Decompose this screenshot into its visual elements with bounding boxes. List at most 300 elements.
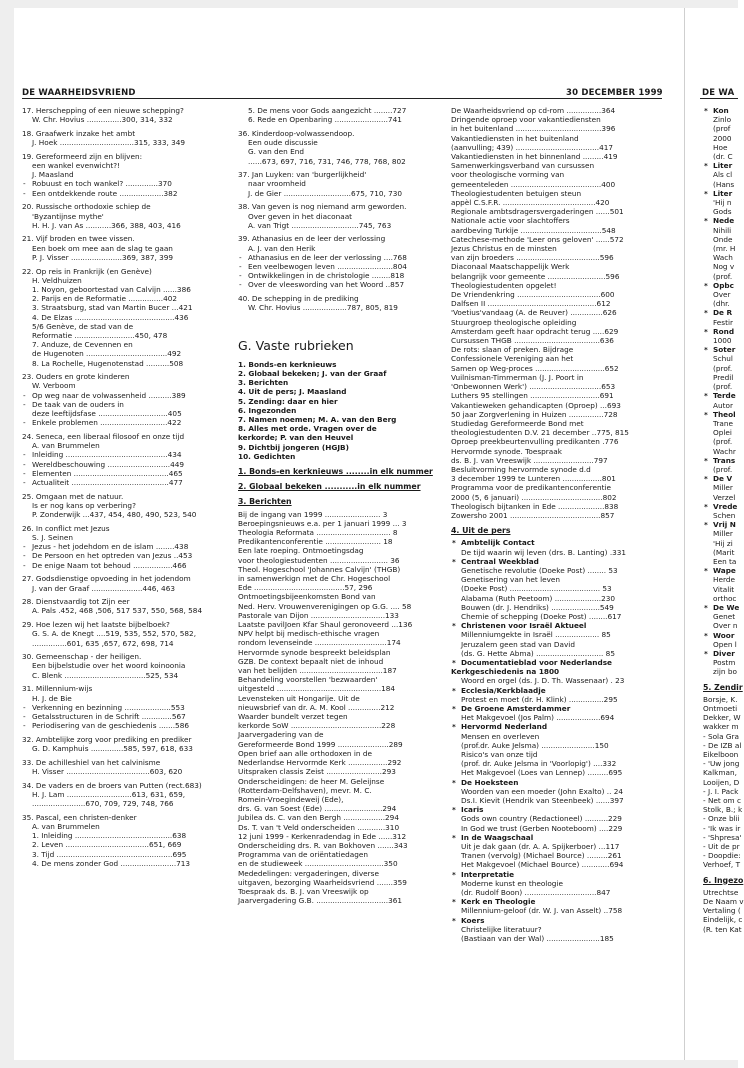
- index-line: Moderne kunst en theologie: [461, 878, 563, 888]
- index-line: Gods: [713, 207, 732, 217]
- index-line: J. Maasland: [32, 170, 74, 180]
- index-line: * Liter: [703, 189, 738, 198]
- index-line: (R. ten Kat: [703, 924, 742, 934]
- index-line: 12 juni 1999 - Kerkenradendag in Ede ......312: [238, 831, 407, 841]
- index-line: A. J. van den Herik: [248, 243, 316, 253]
- index-line: Oproep preekbeurtenvulling predikanten .776: [451, 437, 619, 447]
- index-line: Toespraak ds. B. J. van Vreeswijk op: [238, 886, 369, 896]
- index-line: Genetisering van het leven: [461, 575, 561, 585]
- index-line: * Kon: [703, 106, 738, 115]
- index-line: 1. Bonds-en kerknieuws ........in elk nummer: [238, 467, 433, 476]
- index-line: - Periodisering van de geschiedenis .......586: [22, 721, 227, 730]
- index-line: * Soter: [703, 345, 738, 354]
- index-line: - Op weg naar de volwassenheid ..........389: [22, 391, 227, 400]
- subsection-heading: [238, 497, 440, 506]
- index-line: aardbeving Turkije ...................................548: [451, 225, 616, 235]
- index-line: 25. Omgaan met de natuur.: [22, 491, 124, 501]
- index-line: Onde: [713, 234, 733, 244]
- index-line: rondom levenseinde ...............................174: [238, 638, 401, 648]
- index-line: 2. Leven ....................................651, 669: [32, 840, 182, 850]
- index-line: * De R: [703, 308, 738, 317]
- index-line: drs. G. van Soest (Ede) .........................294: [238, 804, 397, 814]
- index-line: - Een veelbewogen leven ........................804: [238, 262, 440, 271]
- index-line: Dringende oproep voor vakantiediensten: [451, 115, 601, 125]
- index-line: Schen: [713, 510, 736, 520]
- index-line: Een oude discussie: [248, 138, 318, 148]
- index-line: 6. Rede en Openbaring .......................741: [248, 115, 402, 125]
- index-line: (Rotterdam-Delfshaven), mevr. M. C.: [238, 785, 372, 795]
- index-line: * Documentatieblad voor Nederlandse: [451, 658, 656, 667]
- index-line: Confessionele Vereniging aan het: [451, 354, 574, 364]
- index-line: Jaarvergadering van de: [238, 730, 324, 740]
- index-line: Samenwerkingsverband van cursussen: [451, 161, 595, 171]
- index-line: Mededelingen: vergaderingen, diverse: [238, 868, 379, 878]
- index-line: - Getalsstructuren in de Schrift .............567: [22, 712, 227, 721]
- index-line: ds. B. J. van Vreeswijk ..........................797: [451, 455, 608, 465]
- index-line: Waarder bundelt verzet tegen: [238, 712, 348, 722]
- column-4-partial: [703, 106, 744, 938]
- index-line: Genetische revolutie (Doeke Post) ........ 53: [461, 565, 618, 575]
- index-line: - Onze blii: [703, 814, 740, 824]
- index-line: Het Makgevoel (Loes van Lennep) .........695: [461, 768, 623, 778]
- index-entry: [22, 106, 227, 124]
- index-line: Eikelboon: [703, 750, 739, 760]
- index-line: Besluitvorming hervormde synode d.d: [451, 464, 591, 474]
- index-line: Uit je dak gaan (dr. A. A. Spijkerboer) ...117: [461, 842, 620, 852]
- index-line: J. de Gier .............................675, 710, 730: [248, 188, 403, 198]
- index-line: * Koers: [451, 916, 656, 925]
- index-line: * Woor: [703, 631, 738, 640]
- index-line: * Wape: [703, 566, 738, 575]
- index-line: Utrechtse: [703, 887, 739, 897]
- index-line: - Sola Gra: [703, 731, 739, 741]
- index-line: deze leeftijdsfase ..............................405: [32, 409, 182, 419]
- index-line: 9. Dichtbij jongeren (HGJB): [238, 442, 349, 452]
- index-line: 6. Ingezonden: [238, 405, 297, 415]
- index-line: Het Makgevoel (Jos Palm) ...................694: [461, 713, 615, 723]
- index-line: Jeruzalem geen stad van David: [461, 639, 575, 649]
- index-line: Een ta: [713, 556, 737, 566]
- index-line: Mensen en overleven: [461, 731, 540, 741]
- index-entry: [238, 106, 440, 124]
- index-line: * Opbc: [703, 281, 738, 290]
- index-line: - 'Shpresa': [703, 832, 742, 842]
- index-line: in het buitenland .....................................396: [451, 124, 616, 134]
- index-line: Een bijbelstudie over het woord koinoonia: [32, 661, 186, 671]
- index-line: G. D. Kamphuis ..............585, 597, 618, 633: [32, 744, 193, 754]
- index-line: Cursussen THGB .....................................636: [451, 336, 614, 346]
- index-line: - Doopdie:: [703, 851, 741, 861]
- index-line: Wachr: [713, 446, 736, 456]
- index-line: theologiestudenten D.V. 21 december ..775, 815: [451, 428, 629, 438]
- index-line: Ds.I. Kievit (Hendrik van Steenbeek) ......397: [461, 796, 624, 806]
- index-line: C. Blenk ...................................525, 534: [32, 670, 179, 680]
- index-line: Dekker, W: [703, 713, 741, 723]
- index-line: - Actualiteit ..........................................477: [22, 478, 227, 487]
- index-line: Miller: [713, 529, 733, 539]
- index-line: 5/6 Genève, de stad van de: [32, 321, 134, 331]
- index-line: 27. Godsdienstige opvoeding in het jodendom: [22, 574, 191, 584]
- index-line: Ontmoeti: [703, 704, 738, 713]
- index-line: Nog v: [713, 262, 735, 272]
- index-line: 18. Graafwerk inzake het ambt: [22, 128, 136, 138]
- index-line: * Interpretatie: [451, 870, 656, 879]
- index-line: kerkorde; P. van den Heuvel: [238, 433, 354, 443]
- index-line: Uitspraken classis Zeist ........................293: [238, 767, 396, 777]
- index-entry: [22, 202, 227, 230]
- index-line: 32. Ambtelijke zorg voor prediking en prediker: [22, 734, 192, 744]
- index-line: Dalfsen II ...............................................612: [451, 299, 611, 309]
- index-line: 3. Straatsburg, stad van Martin Bucer ...421: [32, 303, 193, 313]
- index-line: De Vriendenkring ....................................600: [451, 290, 615, 300]
- index-line: - Robuust en toch wankel? ..............370: [22, 179, 227, 188]
- index-entry: [22, 758, 227, 776]
- index-line: Vakantiediensten in het buitenland: [451, 133, 579, 143]
- header-rule: [22, 98, 662, 99]
- index-line: Over: [713, 290, 731, 300]
- index-line: * Centraal Weekblad: [451, 557, 656, 566]
- column-3: [451, 106, 656, 948]
- index-line: * Theol: [703, 410, 738, 419]
- index-line: * Vrij N: [703, 520, 738, 529]
- index-line: Gods own country (Redactioneel) ..........229: [461, 814, 622, 824]
- index-line: Over geven in het diaconaat: [248, 211, 353, 221]
- index-line: orthoc: [713, 593, 737, 603]
- index-line: 8. La Rochelle, Hugenotenstad ..........508: [32, 358, 184, 368]
- index-line: Jezus Christus en de minsten: [451, 244, 557, 254]
- index-line: - 'Ik was ir: [703, 823, 741, 833]
- index-line: 29. Hoe lezen wij het laatste bijbelboek?: [22, 620, 170, 630]
- index-line: zijn bo: [713, 667, 737, 677]
- index-line: Jaarvergadering G.B. ...............................361: [238, 896, 403, 906]
- index-entry: [22, 574, 227, 592]
- subsection-heading: [703, 682, 743, 692]
- index-line: H. Veldhuizen: [32, 275, 82, 285]
- index-entry: [22, 152, 227, 198]
- index-line: Wach: [713, 253, 733, 263]
- index-line: * Kerk en Theologie: [451, 897, 656, 906]
- index-line: * Terde: [703, 391, 738, 400]
- index-line: - Een ontdekkende route ...................382: [22, 189, 227, 198]
- subsection-heading: [238, 482, 440, 491]
- index-line: * Christenen voor Israël Aktueel: [451, 621, 656, 630]
- index-line: Verzel: [713, 492, 736, 502]
- index-line: 40. De schepping in de prediking: [238, 294, 359, 304]
- index-line: Hervormde synode bespreekt beleidsplan: [238, 647, 391, 657]
- index-line: Zinlo: [713, 115, 732, 125]
- index-line: W. Verboom: [32, 381, 76, 391]
- index-line: H. J. de Bie: [32, 693, 72, 703]
- index-line: 33. De achilleshiel van het calvinisme: [22, 757, 161, 767]
- index-line: Chemie of schepping (Doeke Post) ........617: [461, 611, 622, 621]
- index-line: Behandeling voorstellen 'bezwaarden': [238, 675, 378, 685]
- index-line: 35. Pascal, een christen-denker: [22, 812, 137, 822]
- index-line: de Hugenoten ...................................492: [32, 349, 182, 359]
- index-line: - De taak van de ouders in: [22, 400, 227, 409]
- index-line: Is er nog kans op verbering?: [32, 500, 136, 510]
- index-line: A. van Brummelen: [32, 441, 100, 451]
- index-line: wakker m: [703, 722, 739, 732]
- index-line: Theologiestudenten opgelet!: [451, 280, 557, 290]
- index-line: Open brief aan alle orthodoxen in de: [238, 748, 372, 758]
- index-line: * De V: [703, 474, 738, 483]
- index-line: Nederlandse Hervormde Kerk .................292: [238, 758, 402, 768]
- index-line: Over n: [713, 621, 738, 631]
- index-line: Woorden van een moeder (John Exalto) .. 24: [461, 786, 624, 796]
- index-line: De tijd waarin wij leven (drs. B. Lanting) .331: [461, 547, 627, 557]
- index-line: Kerkgeschiedenis na 1800: [451, 667, 560, 677]
- index-line: 39. Athanasius en de leer der verlossing: [238, 234, 386, 244]
- index-line: De Naam v: [703, 897, 744, 907]
- index-line: 37. Jan Luyken: van 'burgerlijkheid': [238, 170, 367, 180]
- index-line: 17. Herschepping of een nieuwe schepping?: [22, 106, 184, 115]
- index-line: H. Visser ....................................603, 620: [32, 767, 183, 776]
- index-entry: [238, 202, 440, 230]
- index-line: Programma van de oriëntatiedagen: [238, 850, 369, 860]
- index-line: Catechese-methode 'Leer ons geloven' ......572: [451, 234, 624, 244]
- index-line: - De enige Naam tot behoud .................466: [22, 561, 227, 570]
- index-line: 1. Noyon, geboortestad van Calvijn ......386: [32, 284, 191, 294]
- index-line: S. J. Seinen: [32, 533, 73, 543]
- index-line: - Verkenning en bezinning ....................553: [22, 703, 227, 712]
- index-line: Romein-Vroegindeweij (Ede),: [238, 794, 344, 804]
- index-line: (prof.: [713, 437, 733, 447]
- index-line: belangrijk voor gemeente .........................596: [451, 271, 620, 281]
- index-line: Ede .......................................57, 296: [238, 583, 373, 593]
- index-line: van zijn broeders ....................................596: [451, 253, 614, 263]
- index-line: (prof.: [713, 271, 733, 281]
- index-line: G. van den End: [248, 147, 304, 157]
- index-line: 38. Van geven is nog niemand arm geworden.: [238, 202, 407, 212]
- index-line: * Ecclesia/Kerkblaadje: [451, 686, 656, 695]
- index-line: 5. Zending: daar en hier: [238, 396, 338, 406]
- index-line: - Athanasius en de leer der verlossing ....768: [238, 253, 440, 262]
- index-line: 23. Ouders en grote kinderen: [22, 372, 130, 382]
- index-line: H. J. Lam ............................613, 631, 659,: [32, 789, 186, 799]
- index-line: Hoe: [713, 142, 728, 152]
- index-line: en de studieweek ..................................350: [238, 859, 398, 869]
- index-line: 3. Berichten: [238, 497, 292, 507]
- index-line: Theologisch bijtanken in Ede ....................838: [451, 501, 619, 511]
- index-line: - Uit de pr: [703, 842, 740, 852]
- index-line: (Bastiaan van der Wal) .......................185: [461, 934, 614, 944]
- index-line: - De IZB al: [703, 740, 742, 750]
- index-entry: [451, 106, 656, 520]
- index-line: Regionale ambtsdragersvergaderingen ......501: [451, 207, 624, 217]
- index-line: (Hans: [713, 179, 735, 189]
- index-line: Gereformeerde Bond 1999 ......................289: [238, 739, 403, 749]
- index-line: 1. Bonds-en kerknieuws: [238, 359, 337, 369]
- index-line: 2000 (5, 6 januari) ...................................802: [451, 492, 617, 502]
- index-line: 7. Anduze, de Cevennen en: [32, 340, 133, 350]
- index-line: 30. Gemeenschap - der heiligen.: [22, 652, 142, 662]
- index-line: Een boek om mee aan de slag te gaan: [32, 243, 173, 253]
- index-line: (dr. C: [713, 152, 733, 162]
- index-line: 5. Zendir: [703, 682, 743, 692]
- index-line: Een late roeping. Ontmoetingsdag: [238, 546, 364, 556]
- index-entry: [22, 234, 227, 262]
- index-line: (dr. Rudolf Boon) ...............................847: [461, 888, 611, 898]
- index-line: 'Hij n: [713, 198, 732, 208]
- index-line: Miller: [713, 483, 733, 493]
- index-line: Predikantenconferentie ........................ 18: [238, 537, 393, 547]
- index-line: Stolk, B.; k: [703, 805, 743, 815]
- index-line: Vuilnisman-Timmerman (J. J. Poort in: [451, 372, 584, 382]
- index-line: appèl C.S.F.R. ........................................420: [451, 198, 610, 208]
- index-line: 6. Ingezo: [703, 875, 744, 885]
- index-line: 3 december 1999 te Lunteren .................801: [451, 474, 616, 484]
- index-line: Christelijke literatuur?: [461, 924, 542, 934]
- index-line: voor theologische vorming van: [451, 170, 565, 180]
- index-line: A. Pals .452, 468 ,506, 517 537, 550, 568, 584: [32, 606, 203, 616]
- index-line: Genet: [713, 612, 736, 622]
- index-line: * Rond: [703, 327, 738, 336]
- index-entry: [22, 372, 227, 427]
- index-line: Laatste pavilJoen Kfar Shaul geronoveerd ...136: [238, 620, 413, 630]
- index-line: Samen op Weg-proces ..............................652: [451, 363, 619, 373]
- index-line: 4. De mens zonder God ........................713: [32, 858, 191, 868]
- index-line: .......................670, 709, 729, 748, 766: [32, 799, 174, 809]
- index-entry: [22, 652, 227, 680]
- index-entry: [22, 432, 227, 487]
- index-line: G. Vaste rubrieken: [238, 337, 354, 353]
- index-line: (prof.: [713, 382, 733, 392]
- index-line: 4. Uit de pers: [451, 526, 511, 536]
- index-entry: [451, 538, 656, 943]
- index-line: Studiedag Gereformeerde Bond met: [451, 418, 584, 428]
- index-entry: [238, 129, 440, 166]
- index-line: Ned. Herv. Vrouwenverenigingen op G.G. .... 58: [238, 601, 412, 611]
- index-line: Theologiestudenten betuigen steun: [451, 188, 582, 198]
- index-line: 'Byzantijnse mythe': [32, 211, 104, 221]
- section-heading: [238, 337, 440, 353]
- index-line: 1000: [713, 336, 732, 346]
- index-line: Stuurgroep theologische opleiding: [451, 317, 577, 327]
- index-line: - Net om c: [703, 796, 741, 806]
- column-2: [238, 106, 440, 910]
- index-line: Bouwen (dr. J. Hendriks) .....................549: [461, 602, 614, 612]
- index-line: Theol. Hogeschool 'Johannes Calvijn' (THGB): [238, 564, 401, 574]
- index-line: in samenwerkign met de Chr. Hogeschool: [238, 574, 391, 584]
- index-line: Vakantieweken gehandicapten (Oproep) ...693: [451, 400, 621, 410]
- index-line: 28. Dienstvaardig tot Zijn eer: [22, 597, 130, 607]
- index-entry: [22, 735, 227, 753]
- index-line: Bij de ingang van 1999 ........................ 3: [238, 509, 388, 519]
- index-line: - De Persoon en het optreden van Jezus ..453: [22, 551, 227, 560]
- index-line: 2. Globaal bekeken ...........in elk nummer: [238, 482, 421, 492]
- index-line: - Wereldbeschouwing ...........................449: [22, 460, 227, 469]
- index-line: * Trans: [703, 456, 738, 465]
- index-entry: [22, 813, 227, 868]
- index-line: Risico's van onze tijd: [461, 750, 538, 760]
- index-line: J. Hoek ................................315, 333, 349: [32, 138, 186, 148]
- index-line: (aanvulling; 439) ....................................417: [451, 142, 613, 152]
- index-entry: [22, 597, 227, 615]
- index-line: (Doeke Post) ....................................... 53: [461, 584, 612, 594]
- index-line: 1. Inleiding ..........................................638: [32, 831, 187, 841]
- index-line: * Icaris: [451, 805, 656, 814]
- index-line: * De We: [703, 603, 738, 612]
- index-line: 5. De mens voor Gods aangezicht ........727: [248, 106, 407, 115]
- index-line: 34. De vaders en de broers van Putten (rect.683): [22, 780, 202, 790]
- index-line: Autor: [713, 400, 733, 410]
- index-line: * Ambtelijk Contact: [451, 538, 656, 547]
- index-line: Onderscheidingen: de heer M. Geleijnse: [238, 776, 385, 786]
- index-line: kerkorde SoW .......................................228: [238, 721, 396, 731]
- index-line: Luthers 95 stellingen ..............................691: [451, 391, 614, 401]
- index-line: - Elementen .........................................465: [22, 469, 227, 478]
- index-line: De Waarheidsvriend op cd-rom ...............364: [451, 106, 616, 115]
- index-line: Vakantiediensten in het binnenland .........419: [451, 152, 618, 162]
- index-line: * Vrede: [703, 502, 738, 511]
- index-line: 31. Millennium-wijs: [22, 684, 93, 694]
- index-line: (prof.: [713, 363, 733, 373]
- index-line: Ontmoetingsbijeenkomsten Bond van: [238, 592, 376, 602]
- index-line: Vertaling (: [703, 906, 741, 916]
- index-entry: [22, 267, 227, 368]
- index-line: Ds. T. van 't Veld onderscheiden ............310: [238, 822, 400, 832]
- index-line: Zowersho 2001 .......................................857: [451, 510, 615, 520]
- index-line: * Nede: [703, 216, 738, 225]
- index-line: W. Chr. Hovius ...................787, 805, 819: [248, 303, 398, 313]
- index-line: Schul: [713, 354, 733, 364]
- index-line: Predil: [713, 372, 734, 382]
- index-line: 19. Gereformeerd zijn en blijven:: [22, 151, 143, 161]
- index-entry: [22, 781, 227, 809]
- index-line: van het belijden ....................................187: [238, 666, 397, 676]
- index-line: (prof.dr. Auke Jelsma) .......................150: [461, 740, 609, 750]
- index-line: Amsterdam geeft haar opdracht terug .....629: [451, 326, 619, 336]
- index-line: gemeenteleden .......................................400: [451, 179, 616, 189]
- index-line: Oplei: [713, 428, 732, 438]
- index-line: 22. Op reis in Frankrijk (en Genève): [22, 266, 152, 276]
- index-line: 50 jaar Zorgverlening in Huizen ...............728: [451, 409, 618, 419]
- index-line: Herde: [713, 575, 735, 585]
- index-entry: [238, 510, 440, 906]
- index-entry: [238, 234, 440, 289]
- index-line: 20. Russische orthodoxie schiep de: [22, 202, 151, 212]
- index-line: Protest en moet (dr. H. Klink) ...............295: [461, 694, 618, 704]
- index-line: 4. Uit de pers; J. Maasland: [238, 387, 347, 397]
- index-line: * Diver: [703, 649, 738, 658]
- header-rule-next: [700, 98, 738, 99]
- index-line: * Hervormd Nederland: [451, 722, 656, 731]
- index-line: 24. Seneca, een liberaal filosoof en onze tijd: [22, 432, 185, 441]
- index-line: - J. I. Pack: [703, 786, 739, 796]
- index-line: Nihili: [713, 225, 732, 235]
- index-line: Reformatie ..........................450, 478: [32, 330, 168, 340]
- index-line: Onderscheiding drs. R. van Bokhoven .......343: [238, 840, 408, 850]
- index-line: 26. In conflict met Jezus: [22, 523, 110, 533]
- index-line: W. Chr. Hovius ...............300, 314, 332: [32, 115, 173, 125]
- index-line: NPV helpt bij medisch-ethische vragen: [238, 629, 380, 639]
- index-line: Programma voor de predikantenconferentie: [451, 483, 611, 493]
- index-line: Diaconaal Maatschappelijk Werk: [451, 262, 570, 272]
- running-head-date: 30 DECEMBER 1999: [566, 88, 663, 98]
- index-line: J. van der Graaf ......................446, 463: [32, 583, 175, 593]
- index-entry: [238, 360, 440, 461]
- index-line: (ds. G. Hette Abma) ............................. 85: [461, 648, 615, 658]
- index-line: Het Makgevoel (Michael Bource) ............694: [461, 860, 624, 870]
- index-entry: [22, 620, 227, 648]
- index-line: P. J. Visser ......................369, 387, 399: [32, 252, 174, 262]
- index-line: 2000: [713, 133, 732, 143]
- index-line: Als cl: [713, 170, 733, 180]
- index-line: Trane: [713, 418, 733, 428]
- index-line: G. S. A. de Knegt ....519, 535, 552, 570, 582,: [32, 629, 197, 639]
- index-line: - Enkele problemen .............................422: [22, 418, 227, 427]
- index-line: uitgaven, bezorging Waarheidsvriend .......359: [238, 877, 407, 887]
